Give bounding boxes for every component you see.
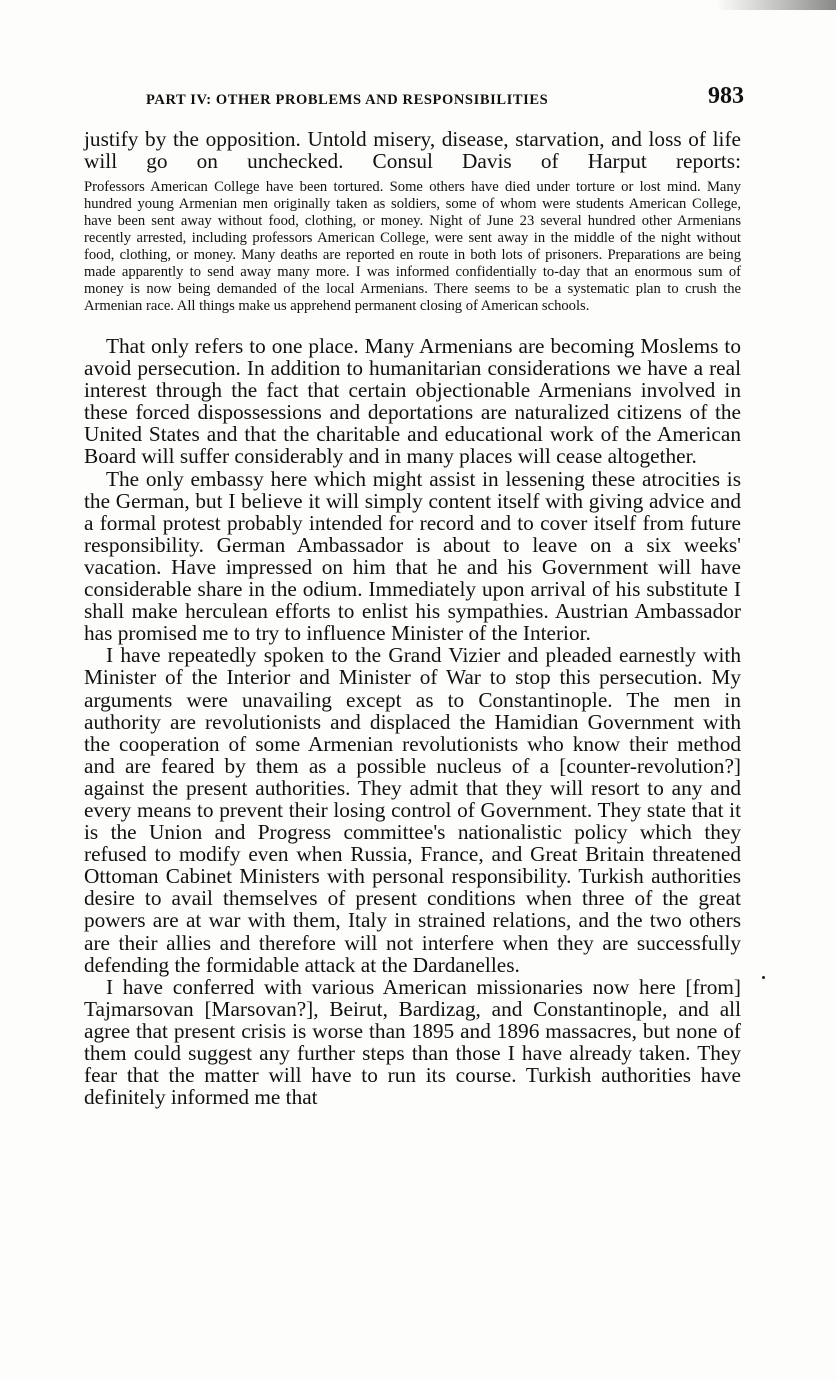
body-paragraph: That only refers to one place. Many Armenians are becoming Moslems to avoid persecution. In addition to humanitarian considerations we have a real interest through the fact that certain objectionable Armenians involved in these forced dispossessions and deportations are naturalized citizens of the United States and that the charitable and educational work of the American Board will suffer considerably and in many places will cease altogether. (84, 334, 741, 469)
scan-speck (762, 976, 765, 979)
page-body (84, 128, 741, 1108)
lead-paragraph: justify by the opposition. Untold misery, disease, starvation, and loss of life will go on unchecked. Consul Davis of Harput reports: (84, 127, 741, 173)
body-paragraph: I have repeatedly spoken to the Grand Vizier and pleaded earnestly with Minister of the Interior and Minister of War to stop this persecution. My arguments were unavailing except as to Constantinople. The men in authority are revolutionists and displaced the Hamidian Government with the cooperation of some Armenian revolutionists who know their method and are feared by them as a possible nucleus of a [counter-revolution?] against the present authorities. They admit that they will resort to any and every means to prevent their losing control of Government. They state that it is the Union and Progress committee's nationalistic policy which they refused to modify even when Russia, France, and Great Britain threatened Ottoman Cabinet Ministers with personal responsibility. Turkish authorities desire to avail themselves of present conditions when three of the great powers are at war with them, Italy in strained relations, and the two others are their allies and therefore will not interfere when they are successfully defending the formidable attack at the Dardanelles. (84, 643, 741, 977)
body-paragraph: I have conferred with various American missionaries now here [from] Tajmarsovan [Marsovan?], Beirut, Bardizag, and Constantinople, and all agree that present crisis is worse than 1895 and 1896 massacres, but none of them could suggest any further steps than those I have already taken. They fear that the matter will have to run its course. Turkish authorities have definitely informed me that (84, 974, 741, 1110)
block-quote: Professors American College have been tortured. Some others have died under torture or lost mind. Many hundred young Armenian men originally taken as soldiers, some of whom were students American College, have been sent away without food, clothing, or money. Night of June 23 several hundred other Armenians recently arrested, including professors American College, were sent away in the middle of the night without food, clothing, or money. Many deaths are reported en route in both lots of prisoners. Preparations are being made apparently to send away many more. I was informed confidentially to-day that an enormous sum of money is now being demanded of the local Armenians. There seems to be a systematic plan to crush the Armenian race. All things make us apprehend permanent closing of American schools. (84, 179, 741, 314)
running-head: PART IV: OTHER PROBLEMS AND RESPONSIBILITIES (146, 92, 549, 108)
page-number: 983 (708, 83, 744, 109)
scan-smudge (716, 0, 836, 10)
body-paragraph: The only embassy here which might assist in lessening these atrocities is the German, but I believe it will simply content itself with giving advice and a formal protest probably intended for record and to cover itself from future responsibility. German Ambassador is about to leave on a six weeks' vacation. Have impressed on him that he and his Government will have considerable share in the odium. Immediately upon arrival of his substitute I shall make herculean efforts to enlist his sympathies. Austrian Ambassador has promised me to try to influence Minister of the Interior. (84, 466, 741, 646)
page-header (84, 83, 744, 116)
